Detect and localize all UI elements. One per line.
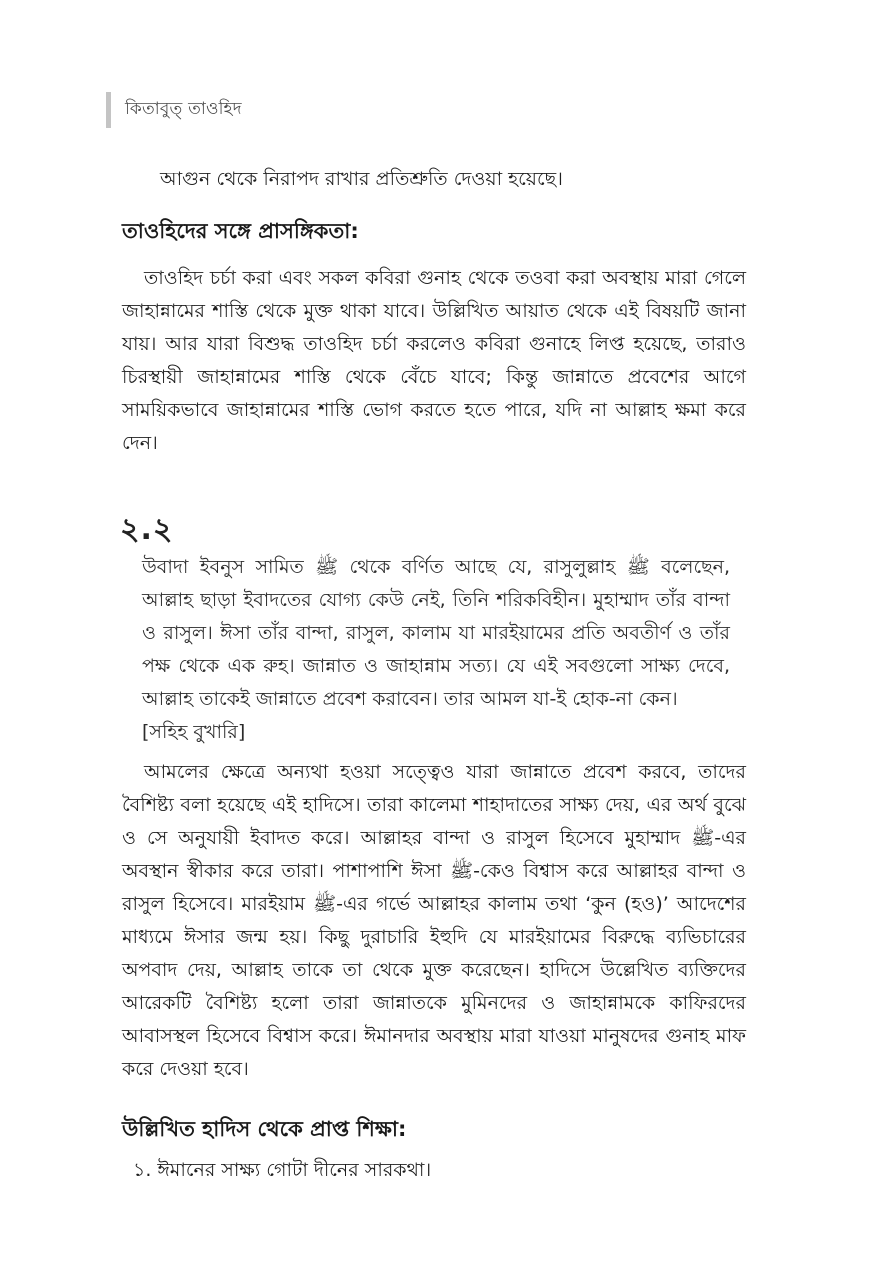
lessons-list <box>133 1154 431 1187</box>
lessons-heading: উল্লিখিত হাদিস থেকে প্রাপ্ত শিক্ষা: <box>122 1117 407 1141</box>
continuation-line: আগুন থেকে নিরাপদ রাখার প্রতিশ্রুতি দেওয়া হয়েছে। <box>160 168 563 190</box>
hadith-source: [সহিহ বুখারি] <box>142 721 246 743</box>
list-item-text: ঈমানের সাক্ষ্য গোটা দীনের সারকথা। <box>157 1159 432 1181</box>
list-item-number: ১. <box>133 1159 152 1181</box>
header-accent-bar <box>106 92 111 128</box>
relevance-heading: তাওহিদের সঙ্গে প্রাসঙ্গিকতা: <box>122 219 359 243</box>
hadith-block <box>142 551 730 749</box>
list-item <box>133 1154 431 1187</box>
explanation-paragraph: আমলের ক্ষেত্রে অন্যথা হওয়া সত্ত্বেও যারা জান্নাতে প্রবেশ করবে, তাদের বৈশিষ্ট্য বলা হয়েছে এই হাদিসে। তারা কালেমা শাহাদাতের সাক্ষ্য দেয়, এর অর্থ বুঝে ও সে অনুযায়ী ইবাদত করে। আল্লাহর বান্দা ও রাসুল হিসেবে মুহাম্মাদ ﷺ-এর অবস্থান স্বীকার করে তারা। পাশাপাশি ঈসা ﷺ-কেও বিশ্বাস করে আল্লাহর বান্দা ও রাসুল হিসেবে। মারইয়াম ﷺ-এর গর্ভে আল্লাহর কালাম তথা ‘কুন (হও)’ আদেশের মাধ্যমে ঈসার জন্ম হয়। কিছু দুরাচারি ইহুদি যে মারইয়ামের বিরুদ্ধে ব্যভিচারের অপবাদ দেয়, আল্লাহ তাকে তা থেকে মুক্ত করেছেন। হাদিসে উল্লেখিত ব্যক্তিদের আরেকটি বৈশিষ্ট্য হলো তারা জান্নাতকে মুমিনদের ও জাহান্নামকে কাফিরদের আবাসস্থল হিসেবে বিশ্বাস করে। ঈমানদার অবস্থায় মারা যাওয়া মানুষদের গুনাহ মাফ করে দেওয়া হবে। <box>122 761 747 1080</box>
continuation-text <box>160 163 766 196</box>
relevance-paragraph: তাওহিদ চর্চা করা এবং সকল কবিরা গুনাহ থেকে তওবা করা অবস্থায় মারা গেলে জাহান্নামের শাস্তি থেকে মুক্ত থাকা যাবে। উল্লিখিত আয়াত থেকে এই বিষয়টি জানা যায়। আর যারা বিশুদ্ধ তাওহিদ চর্চা করলেও কবিরা গুনাহে লিপ্ত হয়েছে, তারাও চিরস্থায়ী জাহান্নামের শাস্তি থেকে বেঁচে যাবে; কিন্তু জান্নাতে প্রবেশের আগে সাময়িকভাবে জাহান্নামের শাস্তি ভোগ করতে হতে পারে, যদি না আল্লাহ ক্ষমা করে দেন। <box>122 267 746 454</box>
explanation-section <box>122 756 746 1086</box>
book-title: কিতাবুত্ তাওহিদ <box>125 99 242 119</box>
running-header <box>106 92 242 128</box>
relevance-section <box>122 262 746 460</box>
section-number: ২.২ <box>120 512 174 547</box>
hadith-text: উবাদা ইবনুস সামিত ﷺ থেকে বর্ণিত আছে যে, রাসুলুল্লাহ ﷺ বলেছেন, আল্লাহ ছাড়া ইবাদতের যোগ্য কেউ নেই, তিনি শরিকবিহীন। মুহাম্মাদ তাঁর বান্দা ও রাসুল। ঈসা তাঁর বান্দা, রাসুল, কালাম যা মারইয়ামের প্রতি অবতীর্ণ ও তাঁর পক্ষ থেকে এক রুহ। জান্নাত ও জাহান্নাম সত্য। যে এই সবগুলো সাক্ষ্য দেবে, আল্লাহ তাকেই জান্নাতে প্রবেশ করাবেন। তার আমল যা-ই হোক-না কেন। <box>142 556 730 710</box>
